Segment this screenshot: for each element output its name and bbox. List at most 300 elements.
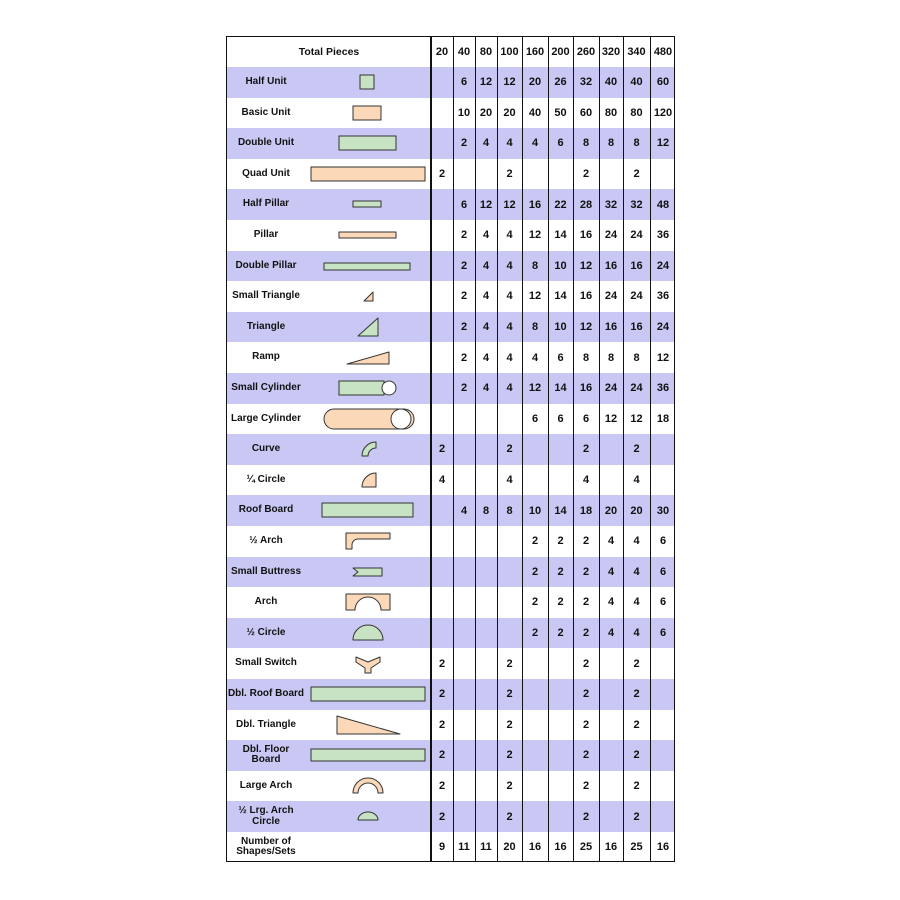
count-cell: 18 [579, 504, 593, 517]
count-cell: 48 [656, 198, 670, 211]
count-cell [453, 801, 475, 832]
piece-name: Ramp [252, 351, 280, 363]
count-cell: 4 [506, 290, 513, 303]
count-cell [599, 771, 623, 802]
large-cylinder-peach-icon [227, 404, 431, 434]
piece-name: Arch [254, 596, 278, 608]
count-cell [475, 618, 497, 649]
count-cell [431, 251, 453, 282]
table-row [227, 587, 674, 618]
count-cell: 12 [479, 76, 493, 89]
column-divider [573, 37, 574, 861]
table-row [227, 159, 674, 190]
count-cell [548, 771, 573, 802]
count-cell: 12 [528, 382, 542, 395]
column-header-480: 480 [653, 46, 673, 58]
count-cell: 4 [531, 137, 539, 150]
count-cell [431, 98, 453, 129]
count-cell: 4 [607, 627, 615, 640]
table-row [227, 801, 674, 832]
piece-name: Small Triangle [232, 290, 300, 302]
count-cell: 32 [630, 198, 643, 211]
count-cell: 2 [582, 718, 590, 731]
piece-count-table [226, 36, 675, 862]
count-cell [522, 465, 548, 496]
count-cell: 4 [607, 535, 615, 548]
count-cell [522, 710, 548, 741]
count-cell: 4 [482, 229, 490, 242]
table-row [227, 281, 674, 312]
footer-label: Number of Shapes/Sets [236, 835, 296, 857]
large-arch-peach-icon [227, 771, 431, 801]
count-cell [475, 526, 497, 557]
count-cell: 12 [479, 198, 493, 211]
count-cell: 6 [557, 351, 564, 364]
count-cell [475, 710, 497, 741]
table-row [227, 67, 674, 98]
count-cell [599, 465, 623, 496]
shape-count-cell: 25 [630, 841, 643, 853]
small-triangle-peach-icon [227, 281, 431, 311]
table-row [227, 465, 674, 496]
count-cell: 8 [482, 504, 490, 517]
table-grid [227, 37, 674, 861]
thin-bar-peach-icon [227, 220, 431, 250]
piece-name: Basic Unit [241, 106, 291, 118]
count-cell: 16 [579, 290, 593, 303]
count-cell: 2 [460, 259, 468, 272]
count-cell: 8 [582, 137, 590, 150]
piece-name: Double Pillar [235, 259, 297, 271]
count-cell: 20 [528, 76, 542, 89]
column-divider [475, 37, 476, 861]
count-cell: 2 [557, 565, 564, 578]
column-header-260: 260 [576, 46, 596, 58]
count-cell: 24 [630, 229, 643, 242]
count-cell [522, 159, 548, 190]
count-cell [522, 434, 548, 465]
table-row [227, 526, 674, 557]
count-cell: 2 [557, 627, 564, 640]
count-cell: 6 [531, 412, 539, 425]
count-cell [453, 679, 475, 710]
count-cell [431, 587, 453, 618]
count-cell [431, 557, 453, 588]
count-cell: 12 [579, 321, 593, 334]
count-cell [475, 648, 497, 679]
count-cell: 2 [633, 168, 640, 181]
table-row [227, 342, 674, 373]
count-cell: 2 [438, 780, 446, 793]
long-thin-bar-green-icon [227, 251, 431, 281]
count-cell [522, 648, 548, 679]
count-cell: 24 [604, 382, 618, 395]
count-cell: 8 [607, 351, 615, 364]
column-divider [650, 37, 651, 861]
table-row [227, 618, 674, 649]
count-cell [453, 710, 475, 741]
count-cell: 4 [506, 382, 513, 395]
count-cell: 6 [460, 198, 468, 211]
ramp-peach-icon [227, 342, 431, 372]
piece-name: Roof Board [238, 504, 294, 516]
piece-name: Half Pillar [242, 198, 290, 210]
count-cell: 80 [604, 106, 618, 119]
count-cell: 8 [582, 351, 590, 364]
table-row [227, 128, 674, 159]
count-cell: 2 [557, 596, 564, 609]
count-cell: 28 [579, 198, 593, 211]
count-cell [548, 465, 573, 496]
count-cell: 4 [506, 259, 513, 272]
count-cell: 4 [506, 321, 513, 334]
count-cell [431, 67, 453, 98]
count-cell: 2 [531, 596, 539, 609]
count-cell [475, 434, 497, 465]
count-cell: 2 [582, 810, 590, 823]
count-cell: 16 [604, 321, 618, 334]
shape-count-cell: 16 [528, 841, 542, 853]
double-floor-board-green-icon [227, 740, 431, 770]
count-cell: 2 [633, 810, 640, 823]
count-cell [453, 740, 475, 771]
count-cell: 2 [506, 810, 513, 823]
count-cell: 2 [633, 718, 640, 731]
count-cell: 20 [479, 106, 493, 119]
count-cell [650, 648, 675, 679]
count-cell [599, 740, 623, 771]
count-cell [475, 159, 497, 190]
count-cell [475, 404, 497, 435]
column-header-200: 200 [551, 46, 570, 58]
piece-name: Double Unit [237, 137, 295, 149]
count-cell [453, 618, 475, 649]
table-row [227, 98, 674, 129]
count-cell: 24 [656, 259, 670, 272]
half-arch-peach-icon [227, 526, 431, 556]
count-cell: 14 [554, 290, 567, 303]
piece-name: Triangle [246, 320, 286, 332]
shape-count-cell: 11 [480, 841, 492, 853]
column-divider [453, 37, 454, 861]
count-cell: 16 [630, 259, 643, 272]
count-cell: 4 [482, 321, 490, 334]
count-cell [431, 404, 453, 435]
count-cell [431, 373, 453, 404]
count-cell [431, 281, 453, 312]
count-cell: 4 [482, 351, 490, 364]
count-cell [650, 710, 675, 741]
count-cell [475, 771, 497, 802]
count-cell [522, 740, 548, 771]
count-cell: 14 [554, 504, 567, 517]
count-cell: 2 [506, 443, 513, 456]
count-cell: 10 [554, 321, 567, 334]
count-cell: 2 [438, 718, 446, 731]
count-cell: 12 [528, 229, 542, 242]
piece-name: Half Unit [245, 76, 287, 88]
count-cell: 4 [482, 290, 490, 303]
count-cell: 30 [656, 504, 670, 517]
count-cell: 2 [557, 535, 564, 548]
count-cell: 2 [582, 535, 590, 548]
count-cell: 2 [460, 137, 468, 150]
header-row [227, 37, 674, 67]
count-cell: 50 [554, 106, 567, 119]
count-cell: 60 [656, 76, 670, 89]
half-circle-green-icon [227, 618, 431, 648]
shape-count-cell: 16 [554, 841, 567, 853]
count-cell [650, 434, 675, 465]
count-cell: 2 [460, 229, 468, 242]
table-row [227, 679, 674, 710]
count-cell [453, 465, 475, 496]
count-cell [431, 342, 453, 373]
count-cell: 4 [607, 596, 615, 609]
count-cell [548, 801, 573, 832]
shape-count-cell: 11 [458, 841, 470, 853]
count-cell: 20 [604, 504, 618, 517]
count-cell: 2 [506, 749, 513, 762]
count-cell: 40 [630, 76, 643, 89]
count-cell: 16 [604, 259, 618, 272]
count-cell: 2 [633, 688, 640, 701]
count-cell: 6 [659, 565, 667, 578]
column-header-40: 40 [457, 46, 471, 58]
count-cell [497, 587, 522, 618]
column-header-320: 320 [601, 46, 621, 58]
table-row [227, 251, 674, 282]
count-cell: 16 [630, 321, 643, 334]
count-cell [497, 526, 522, 557]
piece-name: Large Arch [239, 779, 293, 791]
count-cell [475, 465, 497, 496]
count-cell [453, 159, 475, 190]
count-cell: 2 [582, 627, 590, 640]
count-cell: 4 [607, 565, 615, 578]
count-cell: 40 [604, 76, 618, 89]
count-cell: 4 [460, 504, 468, 517]
small-switch-peach-icon [227, 648, 431, 678]
count-cell [431, 495, 453, 526]
count-cell: 2 [531, 565, 539, 578]
count-cell: 2 [633, 780, 640, 793]
count-cell: 32 [579, 76, 593, 89]
count-cell: 4 [482, 137, 490, 150]
count-cell: 4 [506, 474, 513, 487]
count-cell: 2 [506, 657, 513, 670]
count-cell: 4 [506, 351, 513, 364]
count-cell [453, 434, 475, 465]
count-cell: 8 [506, 504, 513, 517]
count-cell: 2 [582, 596, 590, 609]
count-cell [497, 404, 522, 435]
table-title: Total Pieces [298, 45, 360, 58]
count-cell [599, 159, 623, 190]
count-cell [548, 740, 573, 771]
piece-name: ½ Circle [246, 626, 286, 638]
piece-name: ½ Arch [249, 535, 283, 547]
count-cell [650, 159, 675, 190]
count-cell [522, 679, 548, 710]
shape-count-cell: 20 [503, 841, 516, 853]
column-header-80: 80 [479, 46, 493, 58]
count-cell: 12 [503, 198, 516, 211]
table-row [227, 373, 674, 404]
count-cell: 8 [531, 321, 539, 334]
count-cell: 2 [506, 168, 513, 181]
shape-count-cell: 16 [604, 841, 618, 853]
count-cell: 60 [579, 106, 593, 119]
count-cell: 2 [438, 810, 446, 823]
count-cell: 4 [506, 137, 513, 150]
rect-peach-icon [227, 98, 431, 128]
count-cell: 10 [554, 259, 567, 272]
count-cell: 2 [582, 657, 590, 670]
count-cell: 12 [528, 290, 542, 303]
count-cell: 2 [506, 780, 513, 793]
count-cell: 6 [659, 596, 667, 609]
count-cell [650, 679, 675, 710]
column-divider [497, 37, 498, 861]
count-cell: 20 [630, 504, 643, 517]
roof-board-green-icon [227, 495, 431, 525]
count-cell: 80 [630, 106, 643, 119]
count-cell [650, 465, 675, 496]
count-cell: 2 [531, 535, 539, 548]
count-cell: 18 [656, 412, 670, 425]
double-triangle-peach-icon [227, 710, 431, 740]
count-cell: 2 [460, 290, 468, 303]
count-cell: 2 [531, 627, 539, 640]
count-cell: 24 [604, 290, 618, 303]
count-cell [431, 128, 453, 159]
count-cell [497, 618, 522, 649]
piece-name: Pillar [253, 229, 279, 241]
very-long-rect-peach-icon [227, 159, 431, 189]
count-cell: 2 [582, 780, 590, 793]
thin-bar-green-icon [227, 189, 431, 219]
count-cell: 2 [582, 749, 590, 762]
count-cell: 2 [506, 718, 513, 731]
count-cell: 2 [582, 565, 590, 578]
count-cell: 6 [460, 76, 468, 89]
count-cell: 24 [604, 229, 618, 242]
count-cell: 24 [630, 290, 643, 303]
count-cell: 8 [633, 137, 640, 150]
piece-name: Small Buttress [230, 565, 302, 577]
count-cell [599, 434, 623, 465]
small-buttress-green-icon [227, 557, 431, 587]
count-cell [453, 557, 475, 588]
double-roof-board-green-icon [227, 679, 431, 709]
count-cell [522, 771, 548, 802]
count-cell: 2 [633, 657, 640, 670]
count-cell [431, 618, 453, 649]
count-cell [431, 526, 453, 557]
count-cell: 12 [604, 412, 618, 425]
piece-name: Large Cylinder [230, 412, 302, 424]
count-cell [599, 801, 623, 832]
count-cell: 12 [656, 137, 670, 150]
table-row [227, 312, 674, 343]
count-cell: 2 [460, 321, 468, 334]
count-cell: 32 [604, 198, 618, 211]
count-cell: 4 [482, 259, 490, 272]
long-rect-green-icon [227, 128, 431, 158]
count-cell: 26 [554, 76, 567, 89]
count-cell: 2 [460, 351, 468, 364]
count-cell: 16 [528, 198, 542, 211]
piece-name: Small Cylinder [231, 382, 301, 394]
shape-count-cell: 25 [579, 841, 593, 853]
count-cell [431, 312, 453, 343]
count-cell: 4 [633, 565, 640, 578]
count-cell [475, 587, 497, 618]
count-cell: 6 [557, 137, 564, 150]
count-cell [548, 434, 573, 465]
table-row [227, 189, 674, 220]
count-cell [475, 557, 497, 588]
count-cell: 4 [633, 474, 640, 487]
table-row [227, 740, 674, 771]
count-cell: 2 [633, 443, 640, 456]
count-cell: 36 [656, 290, 670, 303]
table-row [227, 557, 674, 588]
column-header-20: 20 [435, 46, 449, 58]
table-row [227, 220, 674, 251]
column-divider [522, 37, 523, 861]
count-cell [431, 220, 453, 251]
count-cell: 2 [633, 749, 640, 762]
shape-count-cell: 16 [656, 841, 670, 853]
column-divider [623, 37, 624, 861]
count-cell [497, 557, 522, 588]
count-cell: 24 [630, 382, 643, 395]
count-cell: 2 [438, 443, 446, 456]
piece-name: Curve [251, 443, 281, 455]
count-cell [453, 404, 475, 435]
piece-name: ½ Lrg. Arch Circle [238, 805, 294, 827]
count-cell: 8 [531, 259, 539, 272]
count-cell: 36 [656, 229, 670, 242]
count-cell: 2 [438, 657, 446, 670]
small-cylinder-green-icon [227, 373, 431, 403]
count-cell: 14 [554, 382, 567, 395]
count-cell: 6 [582, 412, 590, 425]
count-cell: 24 [656, 321, 670, 334]
footer-row [227, 832, 674, 862]
count-cell [453, 771, 475, 802]
count-cell: 16 [579, 229, 593, 242]
count-cell [548, 710, 573, 741]
table-row [227, 771, 674, 802]
count-cell [431, 189, 453, 220]
count-cell: 4 [482, 382, 490, 395]
count-cell: 4 [506, 229, 513, 242]
count-cell: 6 [659, 627, 667, 640]
count-cell: 2 [460, 382, 468, 395]
count-cell [599, 648, 623, 679]
triangle-green-icon [227, 312, 431, 342]
count-cell: 2 [582, 168, 590, 181]
piece-name: Dbl. Triangle [235, 718, 296, 730]
count-cell: 4 [633, 596, 640, 609]
count-cell [548, 679, 573, 710]
piece-name: Dbl. Floor Board [242, 743, 290, 766]
count-cell: 10 [528, 504, 542, 517]
count-cell: 2 [438, 168, 446, 181]
